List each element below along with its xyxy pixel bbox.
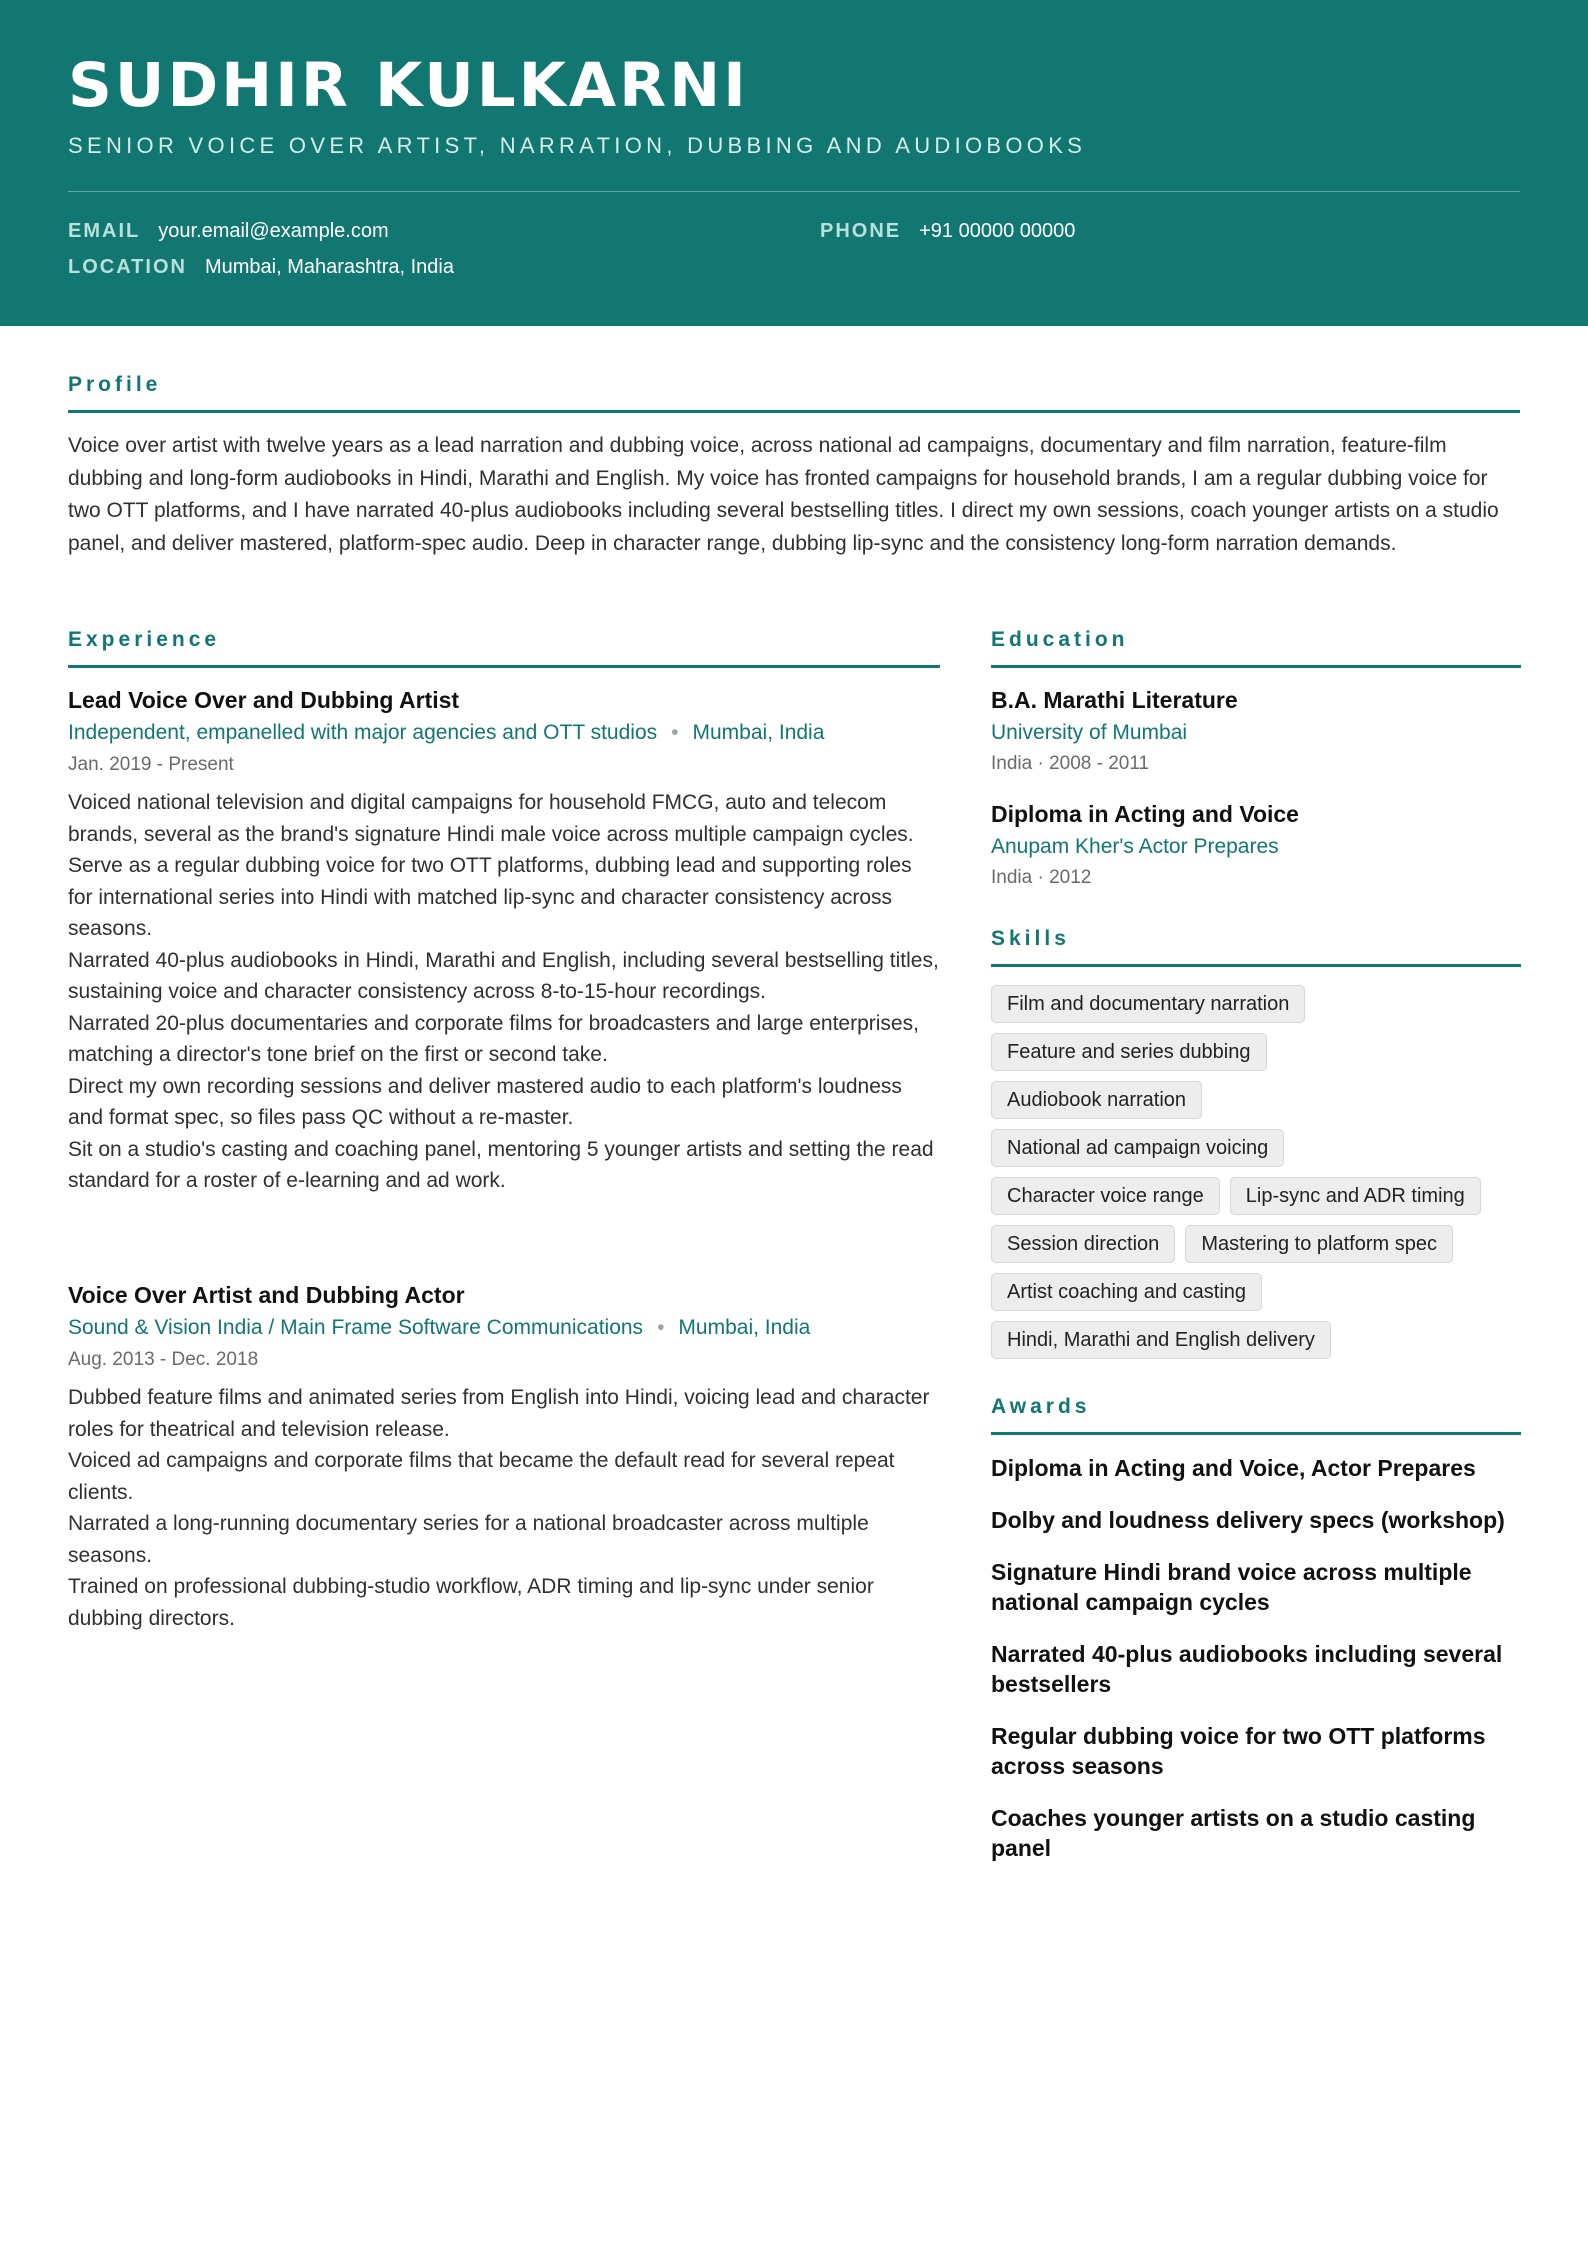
- job-bullet: Narrated 20-plus documentaries and corporate films for broadcasters and large enterprises, matching a director's tone brief on the first or second take.: [68, 1011, 919, 1066]
- candidate-name: SUDHIR KULKARNI: [68, 50, 749, 121]
- job-title: Voice Over Artist and Dubbing Actor: [68, 1282, 465, 1308]
- contact-email: [68, 220, 389, 243]
- job-bullet: Direct my own recording sessions and deliver mastered audio to each platform's loudness and format spec, so files pass QC without a re-master.: [68, 1074, 902, 1129]
- job-bullet: Dubbed feature films and animated series from English into Hindi, voicing lead and character roles for theatrical and television release.: [68, 1386, 930, 1441]
- skill-tag: Mastering to platform spec: [1185, 1225, 1453, 1263]
- job-bullet: Voiced national television and digital campaigns for household FMCG, auto and telecom brands, several as the brand's signature Hindi male voice across multiple campaign cycles.: [68, 791, 914, 846]
- job-location: Mumbai, India: [692, 721, 825, 744]
- location-label: LOCATION: [68, 256, 187, 278]
- job-title: Lead Voice Over and Dubbing Artist: [68, 687, 460, 713]
- award-item: Signature Hindi brand voice across multiple national campaign cycles: [991, 1559, 1472, 1615]
- job-location: Mumbai, India: [678, 1316, 811, 1339]
- skill-tag: Character voice range: [991, 1177, 1220, 1215]
- award-item: Dolby and loudness delivery specs (workshop): [991, 1507, 1505, 1533]
- skill-tag: Session direction: [991, 1225, 1175, 1263]
- education-meta: India · 2012: [991, 867, 1092, 888]
- skill-tag: Lip-sync and ADR timing: [1230, 1177, 1481, 1215]
- job-organization: Sound & Vision India / Main Frame Software Communications: [68, 1316, 644, 1339]
- separator-dot: •: [671, 721, 679, 744]
- education-degree: B.A. Marathi Literature: [991, 687, 1238, 713]
- job-organization-line: [68, 1313, 940, 1343]
- awards-heading: Awards: [991, 1395, 1091, 1418]
- phone-label: PHONE: [820, 220, 902, 242]
- candidate-title: SENIOR VOICE OVER ARTIST, NARRATION, DUBBING AND AUDIOBOOKS: [68, 133, 1087, 158]
- education-entry: [991, 685, 1521, 778]
- job-entry: [68, 1280, 940, 1634]
- email-label: EMAIL: [68, 220, 141, 242]
- experience-heading: Experience: [68, 628, 221, 651]
- job-entry: [68, 685, 940, 1197]
- education-entry: [991, 799, 1521, 892]
- skill-tag: National ad campaign voicing: [991, 1129, 1284, 1167]
- profile-rule: [68, 410, 1520, 413]
- skill-tag: Audiobook narration: [991, 1081, 1202, 1119]
- job-bullet: Voiced ad campaigns and corporate films that became the default read for several repeat clients.: [68, 1449, 895, 1504]
- job-dates: Aug. 2013 - Dec. 2018: [68, 1349, 259, 1370]
- skills-rule: [991, 964, 1521, 967]
- education-school: University of Mumbai: [991, 721, 1188, 744]
- award-item: Diploma in Acting and Voice, Actor Prepares: [991, 1455, 1476, 1481]
- job-bullets: [68, 787, 940, 1197]
- skills-heading: Skills: [991, 927, 1070, 950]
- job-organization-line: [68, 718, 940, 748]
- resume-header: [0, 0, 1588, 326]
- education-heading: Education: [991, 628, 1129, 651]
- profile-summary: Voice over artist with twelve years as a lead narration and dubbing voice, across national ad campaigns, documentary and film narration, feature-film dubbing and long-form audiobooks in Hindi, Marathi and English. My voice has fronted campaigns for household brands, I am a regular dubbing voice for two OTT platforms, and I have narrated 40-plus audiobooks including several bestselling titles. I direct my own sessions, coach younger artists on a studio panel, and deliver mastered, platform-spec audio. Deep in character range, dubbing lip-sync and the consistency long-form narration demands.: [68, 434, 1499, 555]
- education-school: Anupam Kher's Actor Prepares: [991, 835, 1279, 858]
- skills-list: [991, 985, 1521, 1369]
- education-rule: [991, 665, 1521, 668]
- job-bullet: Narrated 40-plus audiobooks in Hindi, Marathi and English, including several bestselling titles, sustaining voice and character consistency across 8-to-15-hour recordings.: [68, 948, 939, 1003]
- contact-location: [68, 256, 454, 279]
- job-organization: Independent, empanelled with major agencies and OTT studios: [68, 721, 658, 744]
- education-meta: India · 2008 - 2011: [991, 753, 1150, 774]
- skill-tag: Film and documentary narration: [991, 985, 1305, 1023]
- education-degree: Diploma in Acting and Voice: [991, 801, 1299, 827]
- job-bullet: Narrated a long-running documentary series for a national broadcaster across multiple seasons.: [68, 1512, 869, 1567]
- header-divider: [68, 191, 1520, 192]
- contact-phone: [820, 220, 1075, 243]
- experience-rule: [68, 665, 940, 668]
- job-bullet: Serve as a regular dubbing voice for two OTT platforms, dubbing lead and supporting roles for international series into Hindi with matched lip-sync and character consistency across seasons.: [68, 854, 912, 940]
- skill-tag: Feature and series dubbing: [991, 1033, 1267, 1071]
- job-bullets: [68, 1382, 940, 1634]
- job-bullet: Sit on a studio's casting and coaching panel, mentoring 5 younger artists and setting the read standard for a roster of e-learning and ad work.: [68, 1137, 934, 1192]
- profile-heading: Profile: [68, 373, 162, 396]
- job-dates: Jan. 2019 - Present: [68, 754, 234, 775]
- skill-tag: Artist coaching and casting: [991, 1273, 1262, 1311]
- skill-tag: Hindi, Marathi and English delivery: [991, 1321, 1331, 1359]
- awards-rule: [991, 1432, 1521, 1435]
- award-item: Coaches younger artists on a studio casting panel: [991, 1805, 1476, 1861]
- email-value[interactable]: your.email@example.com: [158, 220, 389, 242]
- location-value: Mumbai, Maharashtra, India: [204, 256, 454, 278]
- phone-value[interactable]: +91 00000 00000: [919, 220, 1076, 242]
- awards-list: [991, 1453, 1521, 1885]
- job-bullet: Trained on professional dubbing-studio workflow, ADR timing and lip-sync under senior dubbing directors.: [68, 1575, 874, 1630]
- award-item: Narrated 40-plus audiobooks including several bestsellers: [991, 1641, 1503, 1697]
- award-item: Regular dubbing voice for two OTT platforms across seasons: [991, 1723, 1486, 1779]
- separator-dot: •: [657, 1316, 665, 1339]
